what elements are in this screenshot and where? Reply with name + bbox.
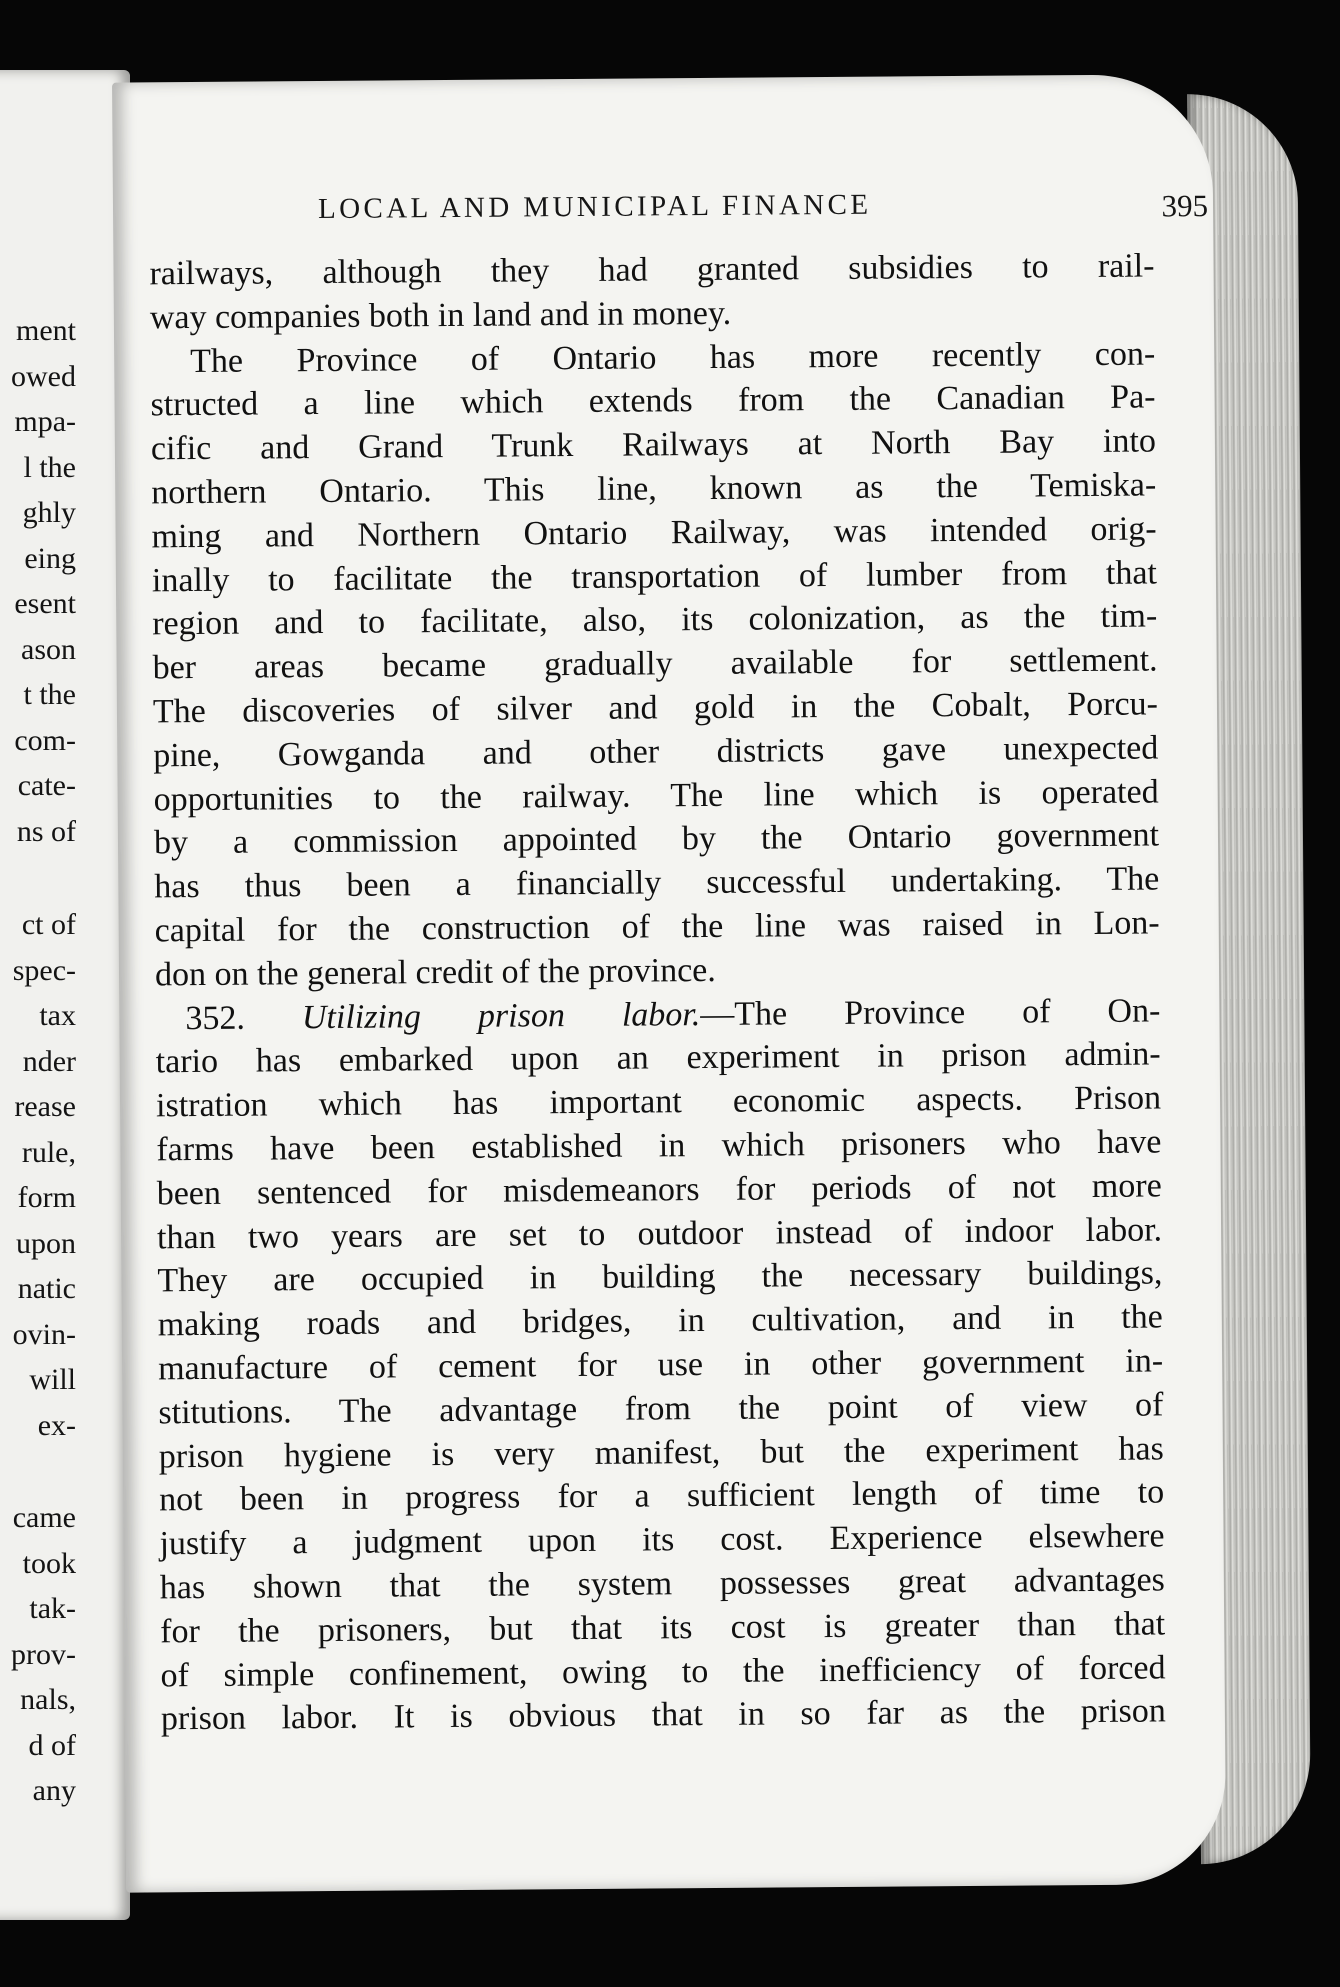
left-line: any: [32, 1774, 76, 1807]
text-line: has thus been a financially successful undertaking. The: [154, 860, 1160, 906]
section-number: 352.: [185, 999, 246, 1037]
left-line: ex-: [37, 1408, 76, 1442]
text-line: The Province of Ontario has more recently con-: [190, 335, 1156, 380]
left-line: ovin-: [12, 1317, 76, 1351]
left-line: tax: [39, 999, 76, 1032]
text-line: than two years are set to outdoor instead of indoor labor.: [156, 1210, 1163, 1256]
text-line: pine, Gowganda and other districts gave unexpected: [153, 729, 1159, 775]
text-line: farms have been established in which prisoners who have: [156, 1123, 1162, 1169]
text-line: cific and Grand Trunk Railways at North Bay into: [150, 422, 1157, 468]
text-line: justify a judgment upon its cost. Experience elsewhere: [159, 1517, 1165, 1563]
text-line: manufacture of cement for use in other government in-: [157, 1342, 1164, 1388]
left-page-text-block-b: [0, 902, 76, 1448]
text-line: been sentenced for misdemeanors for periods of not more: [156, 1167, 1162, 1213]
text-line: by a commission appointed by the Ontario government: [153, 816, 1160, 862]
text-line: region and to facilitate, also, its colonization, as the tim-: [152, 597, 1158, 643]
text-line: for the prisoners, but that its cost is greater than that: [160, 1605, 1166, 1651]
left-line: natic: [17, 1272, 76, 1305]
left-line: came: [12, 1501, 76, 1534]
left-line: nder: [22, 1044, 76, 1078]
text-line: railways, although they had granted subsidies to rail-: [149, 247, 1155, 293]
page-number: 395: [1161, 188, 1209, 224]
text-line: istration which has important economic aspects. Prison: [155, 1079, 1162, 1125]
left-line: ns of: [16, 814, 76, 848]
left-line: com-: [14, 723, 76, 757]
right-page-wrapper: [112, 73, 1311, 1897]
left-line: took: [22, 1546, 76, 1580]
left-line: ghly: [22, 496, 76, 529]
left-line: owed: [11, 359, 76, 393]
left-line: l the: [23, 450, 76, 484]
left-line: ment: [16, 314, 76, 347]
text-line: has shown that the system possesses great advantages: [159, 1561, 1165, 1607]
text-line: northern Ontario. This line, known as the Temiska-: [151, 466, 1157, 512]
text-line: The discoveries of silver and gold in the Cobalt, Porcu-: [152, 685, 1159, 731]
left-line: t the: [23, 678, 76, 711]
left-page-text-block-c: [0, 1495, 76, 1814]
left-page-text-block-a: [0, 308, 76, 854]
text-line: making roads and bridges, in cultivation, and in the: [157, 1298, 1163, 1344]
text-line: inally to facilitate the transportation of lumber from that: [151, 554, 1158, 599]
left-line: d of: [28, 1728, 76, 1762]
left-line: prov-: [11, 1637, 76, 1671]
text-line: ber areas became gradually available for settlement.: [152, 641, 1158, 687]
body-text: [149, 244, 1166, 1741]
left-line: upon: [16, 1226, 76, 1260]
page-header: [318, 186, 1208, 243]
left-line: will: [29, 1363, 76, 1396]
text-line: prison hygiene is very manifest, but the experiment has: [158, 1429, 1164, 1475]
text-line: opportunities to the railway. The line which is operated: [153, 773, 1159, 818]
text-line: way companies both in land and in money.: [149, 294, 732, 337]
left-line: esent: [14, 587, 76, 620]
text-line: stitutions. The advantage from the point of view of: [158, 1386, 1164, 1432]
left-line: ct of: [21, 908, 76, 941]
left-line: mpa-: [14, 405, 76, 438]
text-line: They are occupied in building the necessary buildings,: [157, 1254, 1163, 1300]
right-page: [112, 74, 1226, 1893]
left-line: rease: [14, 1090, 76, 1123]
text-line: not been in progress for a sufficient length of time to: [159, 1473, 1165, 1519]
section-lead-text: —The Province of On-: [700, 991, 1161, 1033]
left-line: spec-: [12, 953, 76, 987]
left-facing-page: [0, 70, 130, 1920]
text-line: tario has embarked upon an experiment in prison admin-: [155, 1035, 1161, 1081]
left-line: form: [17, 1181, 76, 1214]
text-line: structed a line which extends from the Canadian Pa-: [150, 378, 1156, 424]
text-line: ming and Northern Ontario Railway, was intended orig-: [151, 510, 1157, 556]
text-line: of simple confinement, owing to the inefficiency of forced: [160, 1648, 1166, 1694]
text-line: don on the general credit of the province.: [154, 951, 716, 994]
left-line: rule,: [21, 1135, 76, 1169]
text-line: capital for the construction of the line was raised in Lon-: [154, 904, 1160, 950]
left-line: cate-: [17, 769, 76, 802]
left-line: ason: [21, 632, 76, 666]
left-line: tak-: [29, 1592, 76, 1625]
section-title: Utilizing prison labor.: [301, 995, 701, 1036]
running-head: LOCAL AND MUNICIPAL FINANCE: [317, 188, 872, 226]
section-heading-line: [155, 989, 1160, 1041]
left-line: eing: [24, 541, 76, 575]
left-line: nals,: [20, 1683, 76, 1716]
text-line: prison labor. It is obvious that in so far as the prison: [160, 1692, 1166, 1738]
